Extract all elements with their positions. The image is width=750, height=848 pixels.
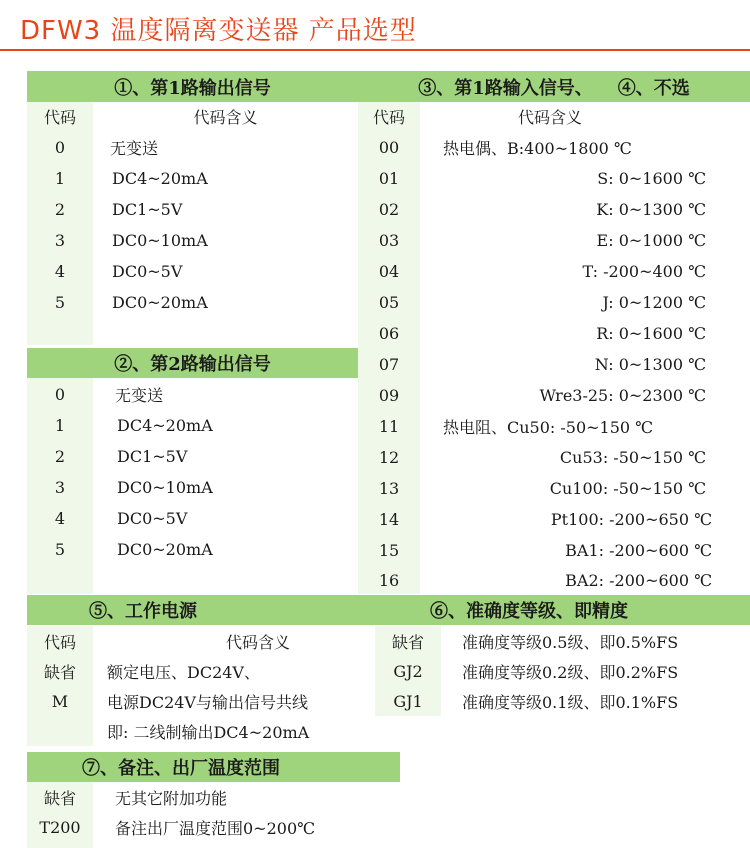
accuracy-row-meaning: 准确度等级0.2级、即0.2%FS (462, 662, 679, 682)
power-row-meaning: 即: 二线制输出DC4~20mA (107, 722, 310, 742)
input-row-code: 12 (378, 448, 400, 467)
accuracy-row-code: GJ1 (393, 691, 423, 711)
out1-row-meaning: DC0~10mA (112, 231, 208, 250)
out1-row-code: 3 (54, 231, 66, 250)
input-row-meaning: Cu100: -50~150 ℃ (549, 479, 706, 498)
input-row-code: 05 (378, 293, 400, 312)
accuracy-header-text: ⑥、准确度等级、即精度 (430, 601, 628, 622)
input-row-meaning: 热电偶、B:400~1800 ℃ (443, 139, 632, 158)
out2-row-meaning: DC0~10mA (117, 478, 213, 497)
out2-row-code: 3 (54, 478, 66, 497)
out1-row-meaning: DC4~20mA (112, 169, 208, 188)
input-row-code: 03 (378, 231, 400, 250)
accuracy-row-code: GJ2 (393, 661, 423, 681)
out1-row-meaning: 无变送 (110, 139, 159, 158)
input-row-meaning: BA2: -200~600 ℃ (565, 570, 712, 590)
out2-row-meaning: DC1~5V (117, 447, 188, 466)
remark-row-meaning: 无其它附加功能 (115, 788, 228, 808)
page-title: DFW3 温度隔离变送器 产品选型 (20, 16, 417, 46)
out1-row-meaning: DC0~5V (112, 262, 183, 281)
input-row-code: 13 (378, 479, 400, 498)
out1-row-code: 0 (54, 138, 66, 157)
remark-row-code: T200 (39, 817, 81, 837)
out1-row-code: 5 (54, 293, 66, 312)
out2-row-code: 0 (54, 385, 66, 404)
out2-row-meaning: DC4~20mA (117, 416, 213, 435)
input-row-meaning: K: 0~1300 ℃ (596, 200, 706, 219)
input-col-code-header: 代码 (372, 108, 405, 127)
power-col-code-header: 代码 (43, 632, 76, 652)
input-row-code: 14 (378, 510, 400, 529)
out2-row-meaning: DC0~5V (117, 509, 188, 528)
out2-row-meaning: 无变送 (115, 386, 164, 405)
input-row-meaning: S: 0~1600 ℃ (597, 169, 706, 188)
input-row-meaning: N: 0~1300 ℃ (594, 355, 706, 374)
accuracy-header (400, 595, 750, 625)
input-header: ③、第1路输入信号、 ④、不选 (358, 71, 750, 102)
input-row-meaning: Pt100: -200~650 ℃ (550, 510, 712, 529)
power-header-text: ⑤、工作电源 (89, 601, 197, 622)
accuracy-row-code: 缺省 (391, 632, 424, 652)
accuracy-row-meaning: 准确度等级0.1级、即0.1%FS (462, 692, 679, 712)
power-row-code (27, 716, 93, 746)
input-row-code: 15 (378, 541, 400, 560)
input-row-meaning: E: 0~1000 ℃ (596, 231, 706, 250)
out1-row-code: 4 (54, 262, 66, 281)
out2-row-code: 2 (54, 447, 66, 466)
remark-header-text: ⑦、备注、出厂温度范围 (82, 758, 280, 779)
out1-row-meaning: DC1~5V (112, 200, 183, 219)
title-underline (0, 49, 750, 51)
out2-row-code: 4 (54, 509, 66, 528)
power-row-code: 缺省 (43, 662, 76, 682)
out2-row-meaning: DC0~20mA (117, 540, 213, 559)
out1-col-meaning-header: 代码含义 (193, 108, 258, 127)
out1-row-meaning: DC0~20mA (112, 293, 208, 312)
input-row-code: 09 (378, 386, 400, 405)
out1-row-code: 1 (54, 169, 66, 188)
power-header (27, 595, 400, 625)
out2-row-code: 1 (54, 416, 66, 435)
out1-col-code-header: 代码 (43, 108, 76, 127)
input-row-meaning: Wre3-25: 0~2300 ℃ (539, 386, 706, 405)
input-row-code: 06 (378, 324, 400, 343)
remark-row-code: 缺省 (43, 788, 76, 808)
remark-header (27, 752, 400, 782)
input-row-meaning: J: 0~1200 ℃ (602, 293, 706, 312)
out1-row-code: 2 (54, 200, 66, 219)
input-row-code: 02 (378, 200, 400, 219)
input-row-meaning: BA1: -200~600 ℃ (565, 541, 712, 560)
input-row-meaning: 热电阻、Cu50: -50~150 ℃ (443, 418, 654, 437)
input-row-meaning: T: -200~400 ℃ (582, 262, 706, 281)
out2-row-code: 5 (54, 540, 66, 559)
input-row-code: 04 (378, 262, 400, 281)
remark-row-meaning: 备注出厂温度范围0~200℃ (115, 818, 316, 838)
out2-header: ②、第2路输出信号 (27, 348, 358, 378)
input-row-code: 16 (378, 570, 400, 590)
accuracy-row-meaning: 准确度等级0.5级、即0.5%FS (462, 632, 679, 652)
input-row-code: 07 (378, 355, 400, 374)
input-row-code: 11 (378, 417, 400, 436)
input-row-meaning: R: 0~1600 ℃ (596, 324, 706, 343)
out1-header: ①、第1路输出信号 (27, 71, 358, 102)
input-row-code: 00 (378, 138, 400, 157)
power-row-meaning: 额定电压、DC24V、 (107, 662, 260, 682)
input-row-meaning: Cu53: -50~150 ℃ (559, 448, 706, 467)
power-row-meaning: 电源DC24V与输出信号共线 (107, 692, 308, 712)
input-col-meaning-header: 代码含义 (517, 108, 582, 127)
power-col-meaning-header: 代码含义 (225, 632, 290, 652)
input-row-code: 01 (378, 169, 400, 188)
power-row-code: M (51, 691, 69, 711)
